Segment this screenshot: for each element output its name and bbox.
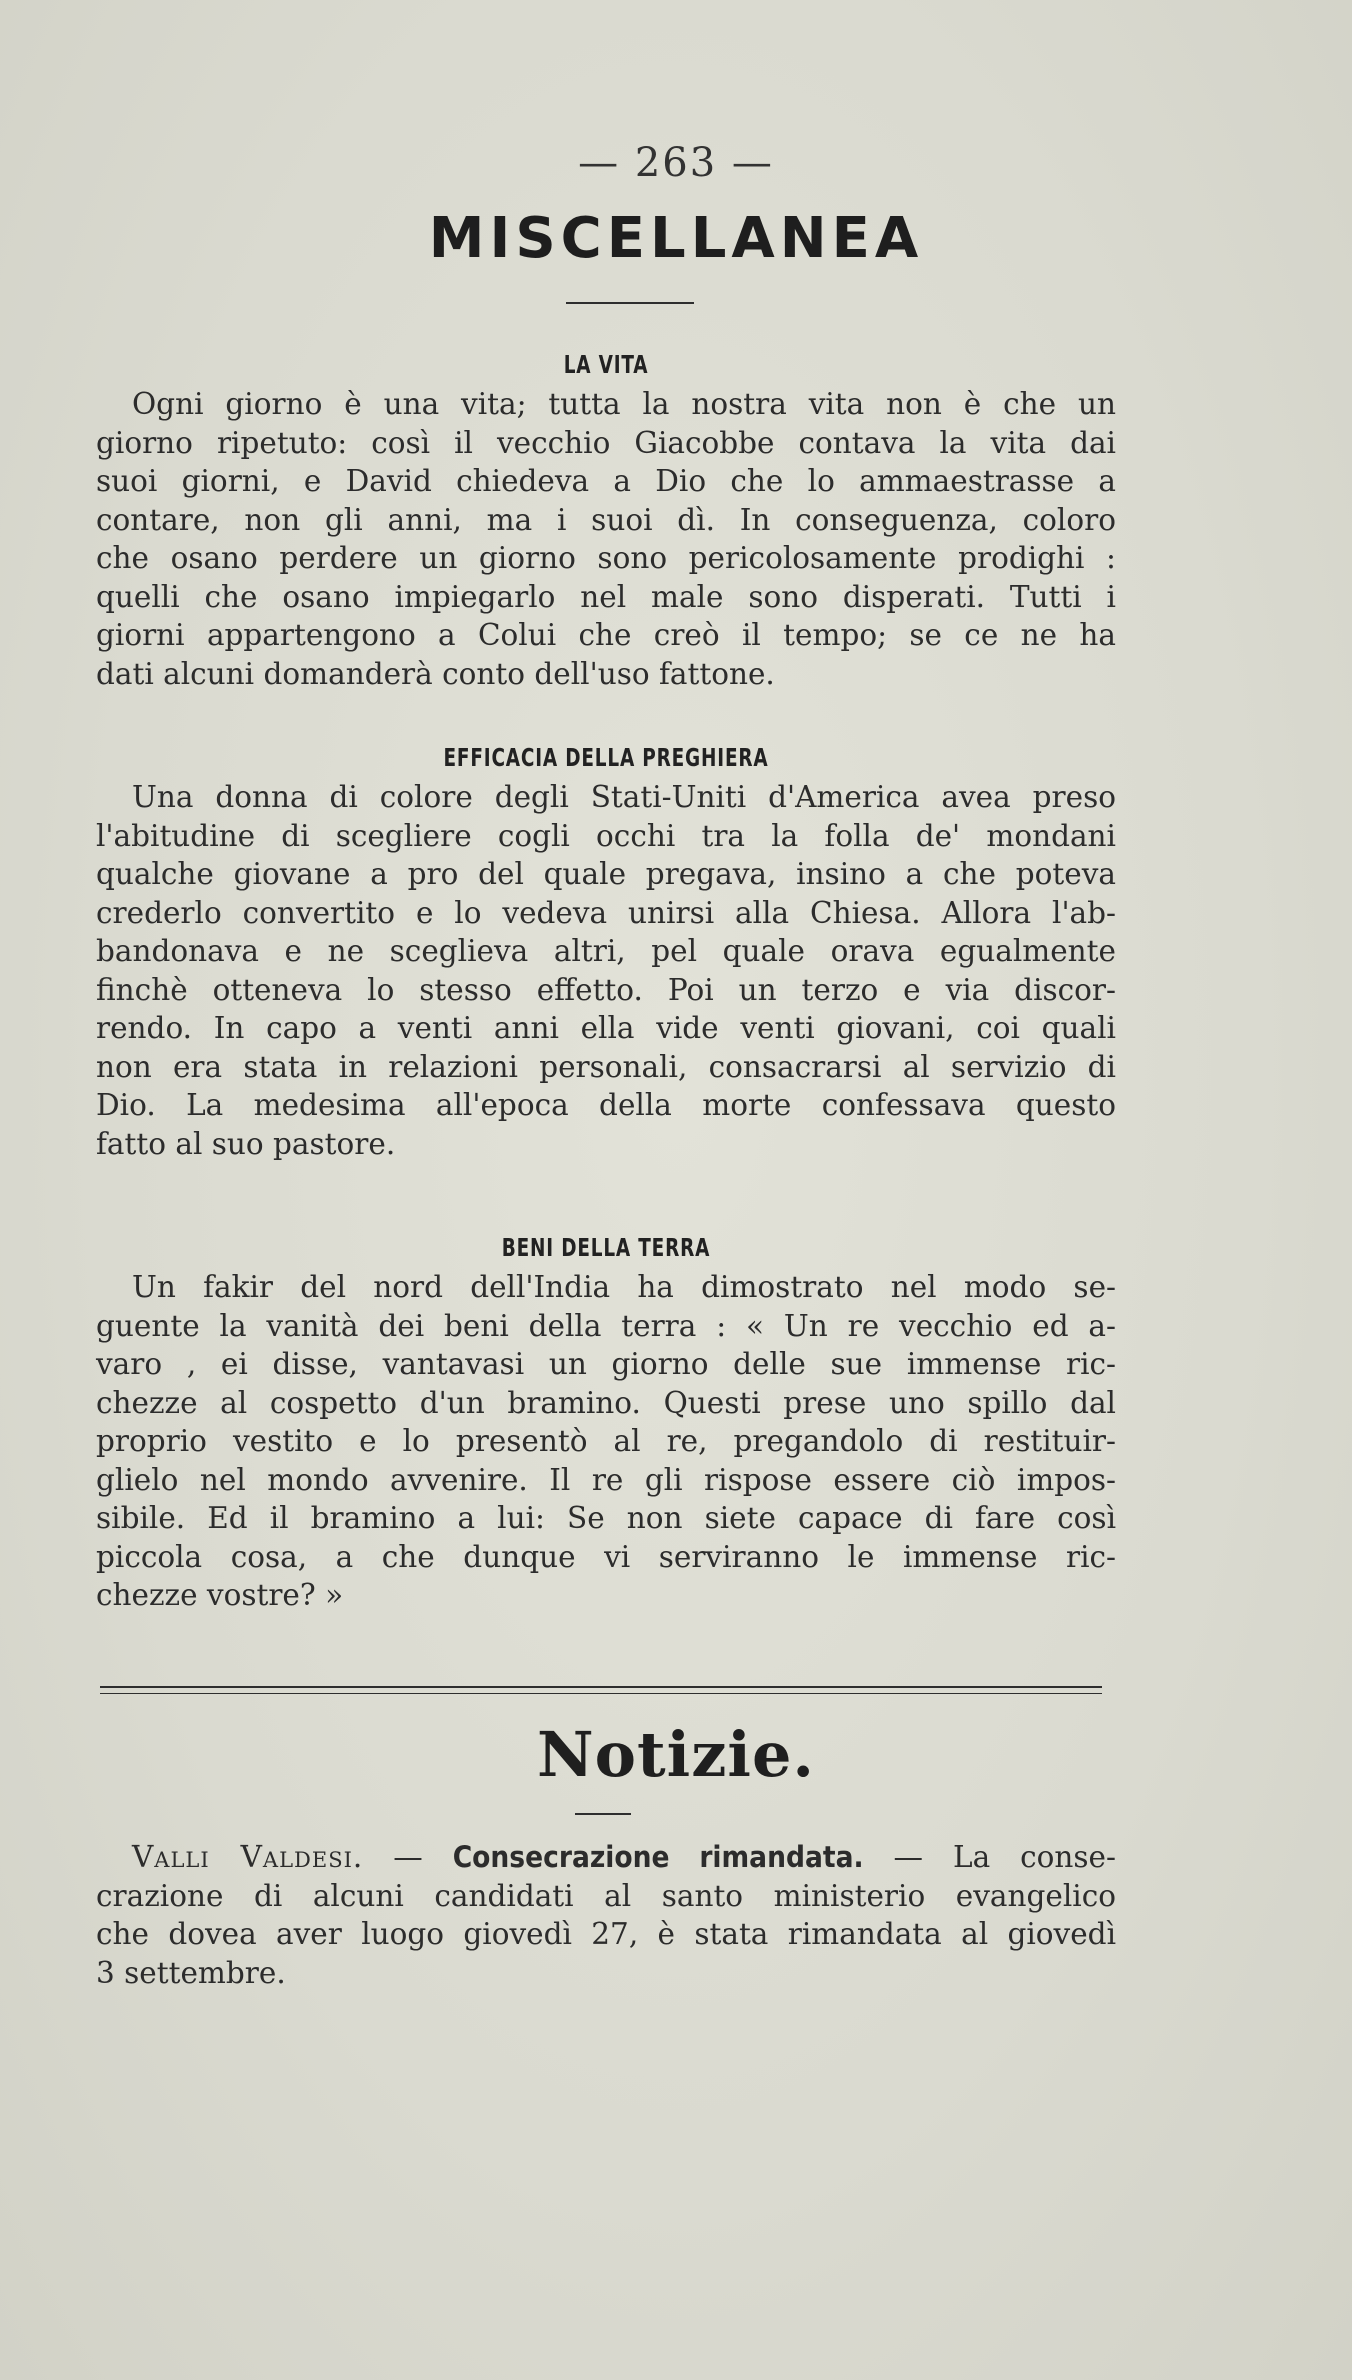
text-line: giorno ripetuto: così il vecchio Giacobbe contava la vita dai (96, 425, 1116, 460)
news-body (96, 1838, 1116, 1992)
text-line: varo , ei disse, vantavasi un giorno delle sue immense ric- (96, 1347, 1116, 1381)
section-title: MISCELLANEA (428, 206, 924, 271)
text-line: qualche giovane a pro del quale pregava, insino a che poteva (96, 857, 1116, 891)
text-line: crazione di alcuni candidati al santo ministerio evangelico (96, 1878, 1116, 1913)
article-body (96, 778, 1116, 1163)
text-line: Un fakir del nord dell'India ha dimostrato nel modo se- (132, 1270, 1116, 1304)
article-heading: LA VITA (563, 350, 649, 379)
text-line: glielo nel mondo avvenire. Il re gli rispose essere ciò impos- (96, 1462, 1116, 1497)
text-line: dati alcuni domanderà conto dell'uso fattone. (96, 656, 775, 691)
text-line: che dovea aver luogo giovedì 27, è stata rimandata al giovedì (96, 1917, 1116, 1951)
news-dash: — (363, 1840, 453, 1874)
news-item-title: Consecrazione rimandata. (452, 1840, 864, 1874)
text-line: che osano perdere un giorno sono pericolosamente prodighi : (96, 541, 1116, 575)
text-line: piccola cosa, a che dunque vi serviranno le immense ric- (96, 1539, 1116, 1574)
text-line: proprio vestito e lo presentò al re, pregandolo di restituir- (96, 1424, 1116, 1458)
title-divider (566, 302, 694, 304)
page-number: — 263 — (578, 140, 774, 186)
news-title-divider (575, 1813, 631, 1815)
text-line: La conse- (953, 1840, 1116, 1874)
article-heading: BENI DELLA TERRA (501, 1233, 711, 1262)
text-line: crederlo convertito e lo vedeva unirsi alla Chiesa. Allora l'ab- (96, 895, 1116, 930)
text-line: contare, non gli anni, ma i suoi dì. In conseguenza, coloro (96, 502, 1116, 537)
text-line: suoi giorni, e David chiedeva a Dio che lo ammaestrasse a (96, 464, 1116, 498)
news-place: Valli Valdesi. (132, 1840, 364, 1874)
text-line: bandonava e ne sceglieva altri, pel quale orava egualmente (96, 934, 1116, 968)
text-line: 3 settembre. (96, 1955, 286, 1990)
text-line: chezze vostre? » (96, 1578, 344, 1612)
text-line: Ogni giorno è una vita; tutta la nostra vita non è che un (132, 387, 1116, 421)
text-line: rendo. In capo a venti anni ella vide venti giovani, coi quali (96, 1011, 1116, 1045)
text-line: non era stata in relazioni personali, consacrarsi al servizio di (96, 1049, 1116, 1084)
news-dash: — (863, 1840, 953, 1874)
text-line: Dio. La medesima all'epoca della morte confessava questo (96, 1088, 1116, 1122)
text-line: giorni appartengono a Colui che creò il tempo; se ce ne ha (96, 618, 1116, 652)
news-title: Notizie. (536, 1718, 815, 1791)
news-lead-line (96, 1838, 1116, 1877)
text-line: guente la vanità dei beni della terra : « Un re vecchio ed a- (96, 1308, 1116, 1343)
text-line: sibile. Ed il bramino a lui: Se non siete capace di fare così (96, 1501, 1116, 1535)
article-heading: EFFICACIA DELLA PREGHIERA (443, 743, 769, 772)
text-line: l'abitudine di scegliere cogli occhi tra la folla de' mondani (96, 818, 1116, 853)
text-line: fatto al suo pastore. (96, 1126, 396, 1161)
text-line: finchè otteneva lo stesso effetto. Poi un terzo e via discor- (96, 972, 1116, 1007)
section-separator (100, 1686, 1102, 1694)
text-line: chezze al cospetto d'un bramino. Questi prese uno spillo dal (96, 1385, 1116, 1420)
article-body (96, 1268, 1116, 1615)
text-line: quelli che osano impiegarlo nel male sono disperati. Tutti i (96, 579, 1116, 614)
text-line: Una donna di colore degli Stati-Uniti d'America avea preso (132, 780, 1116, 814)
article-body (96, 385, 1116, 693)
